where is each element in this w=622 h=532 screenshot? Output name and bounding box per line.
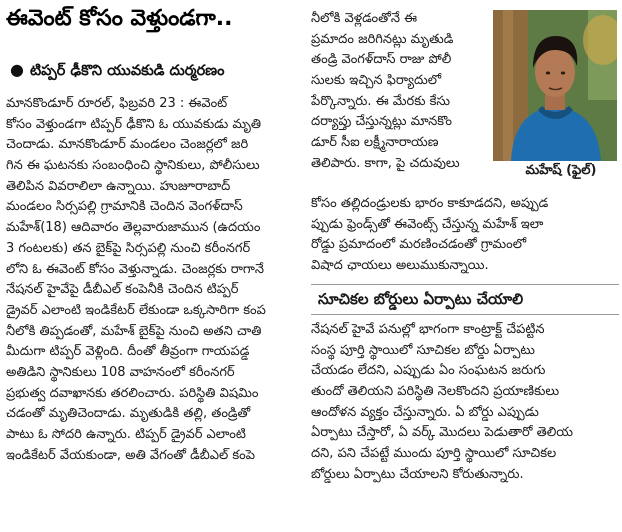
article-body-right-middle xyxy=(311,194,619,277)
article-text-line: లోని ఓ ఈవెంట్ కోసం వెళ్తున్నాడు. చెంజర్లకు రాగానే xyxy=(6,261,264,277)
article-body-right-bottom xyxy=(311,320,619,486)
article-text-line: తెలిపారు. కాగా, పై చదువులు xyxy=(311,155,460,171)
article-subheadline xyxy=(10,58,310,83)
article-text-line: దని, పని చేపట్టే ముందు పూర్తి స్థాయిలో సూచికల xyxy=(311,446,557,462)
article-text-line: నేషనల్ హైవే పనుల్లో భాగంగా కాంట్రాక్ట్ చేపట్టిన xyxy=(311,322,545,337)
victim-photo xyxy=(493,10,617,161)
article-text-line: నీలోకి వెళ్లడంతోనే ఈ xyxy=(311,11,417,26)
article-text-line: మహేశ్(18) ఆదివారం తెల్లవారుజామున (ఉదయం xyxy=(6,220,261,236)
article-text-line: చేయడం లేదని, ఎప్పుడు ఏం సంఘటన జరుగు xyxy=(311,363,546,379)
article-text-line: 3 గంటలకు) తన బైక్‌పై సిర్సపల్లి నుంచి కరీంనగర్ xyxy=(6,240,251,256)
bullet-icon: ● xyxy=(10,60,24,79)
article-text-line: మీదుగా టిప్పర్ వెళ్లింది. దీంతో తీవ్రంగా గాయపడ్డ xyxy=(6,344,250,360)
article-text-line: ప్రమాదం జరిగినట్లు మృతుడి xyxy=(311,31,454,47)
article-text-line: తుందో తెలియని పరిస్థితి నెలకొందని ప్రయాణికులు xyxy=(311,384,560,400)
article-text-line: చడంతో మృతిచెందాడు. మృతుడికి తల్లి, తండ్రితో xyxy=(6,406,251,422)
article-body-left-column xyxy=(6,94,309,466)
section-title: సూచికల బోర్డులు ఏర్పాటు చేయాలి xyxy=(318,290,524,308)
article-text-line: కోసం వెళ్తుండగా టిప్పర్ ఢీకొని ఓ యువకుడు మృతి xyxy=(6,116,262,132)
subheadline-text: టిప్పర్ ఢీకొని యువకుడి దుర్మరణం xyxy=(29,63,225,79)
article-text-line: డూర్ సీఐ లక్ష్మీనారాయణ xyxy=(311,135,439,151)
article-text-line: కోసం తల్లిదండ్రులకు భారం కాకూడదని, అప్పుడ xyxy=(311,196,549,211)
article-text-line: నేషనల్ హైవేపై డీబీఎల్ కంపెనీకి చెందిన టిప్పర్ xyxy=(6,282,239,298)
article-text-line: ఏర్పాటు చేస్తారో, ఏ వర్క్ మొదలు పెడుతారో తెలియ xyxy=(311,425,573,441)
article-text-line: చెందాడు. మానకొండూర్ మండలం చెంజర్లలో జరి xyxy=(6,137,249,153)
photo-caption: మహేష్ (ఫైల్) xyxy=(525,163,597,178)
article-text-line: మండలం సిర్సపల్లి గ్రామానికి చెందిన వెంగళ్‌దాస్ xyxy=(6,199,243,215)
article-text-line: ప్పుడు ఫ్రెండ్స్‌తో ఈవెంట్స్ చేస్తున్న మహేశ్ ఇలా xyxy=(311,216,544,232)
article-text-line: తెలిపిన వివరాలిలా ఉన్నాయి. హుజూరాబాద్ xyxy=(6,178,231,194)
article-text-line: డ్రైవర్ ఎలాంటి ఇండికేటర్ లేకుండా ఒక్కసారిగా కంప xyxy=(6,302,266,318)
article-text-line: బోర్డులు ఏర్పాటు చేయాలని కోరుతున్నారు. xyxy=(311,466,524,482)
article-text-line: నీలోకి తిప్పడంతో, మహేశ్ బైక్‌పై నుంచి అతని చాతి xyxy=(6,323,262,339)
article-text-line: మానకొండూర్ రూరల్, ఫిబ్రవరి 23 : ఈవెంట్ xyxy=(6,96,228,111)
article-text-line: ఇండికేటర్ వేయకుండా, అతి వేగంతో డీబీఎల్ కంపె xyxy=(6,447,255,463)
article-headline: ఈవెంట్ కోసం వెళ్తుండగా.. xyxy=(6,6,233,31)
section-divider xyxy=(311,314,619,315)
person-photo-icon xyxy=(493,10,617,161)
article-text-line: అతిడిని స్థానికులు 108 వాహనంలో కరీంనగర్ xyxy=(6,364,235,380)
article-text-line: విషాద ఛాయలు అలుముకున్నాయి. xyxy=(311,258,489,274)
article-text-line: సులకు ఇచ్చిన ఫిర్యాదులో xyxy=(311,73,442,89)
article-text-line: పేర్కొన్నారు. ఈ మేరకు కేసు xyxy=(311,93,451,109)
article-text-line: పాటు ఓ సోదరి ఉన్నారు. టిప్పర్ డ్రైవర్ ఎలాంటి xyxy=(6,427,246,442)
article-text-line: రోడ్డు ప్రమాదంలో మరణించడంతో గ్రామంలో xyxy=(311,237,527,253)
article-text-line: ఆందోళన వ్యక్తం చేస్తున్నారు. ఏ బోర్డు ఎప్పుడు xyxy=(311,404,539,420)
article-body-right-top xyxy=(311,9,489,175)
article-text-line: ప్రభుత్వ దవాఖానకు తరలించారు. పరిస్థితి విషమిం xyxy=(6,385,259,401)
article-text-line: తండ్రి వెంగళ్‌దాస్ రాజు పోలీ xyxy=(311,52,452,68)
article-text-line: సంస్థ పూర్తి స్థాయిలో సూచికల బోర్డు ఏర్పాటు xyxy=(311,342,535,358)
article-text-line: దర్యాప్తు చేస్తున్నట్లు మానకొం xyxy=(311,114,453,130)
article-text-line: గిన ఈ ఘటనకు సంబంధించి స్థానికులు, పోలీసులు xyxy=(6,158,260,174)
